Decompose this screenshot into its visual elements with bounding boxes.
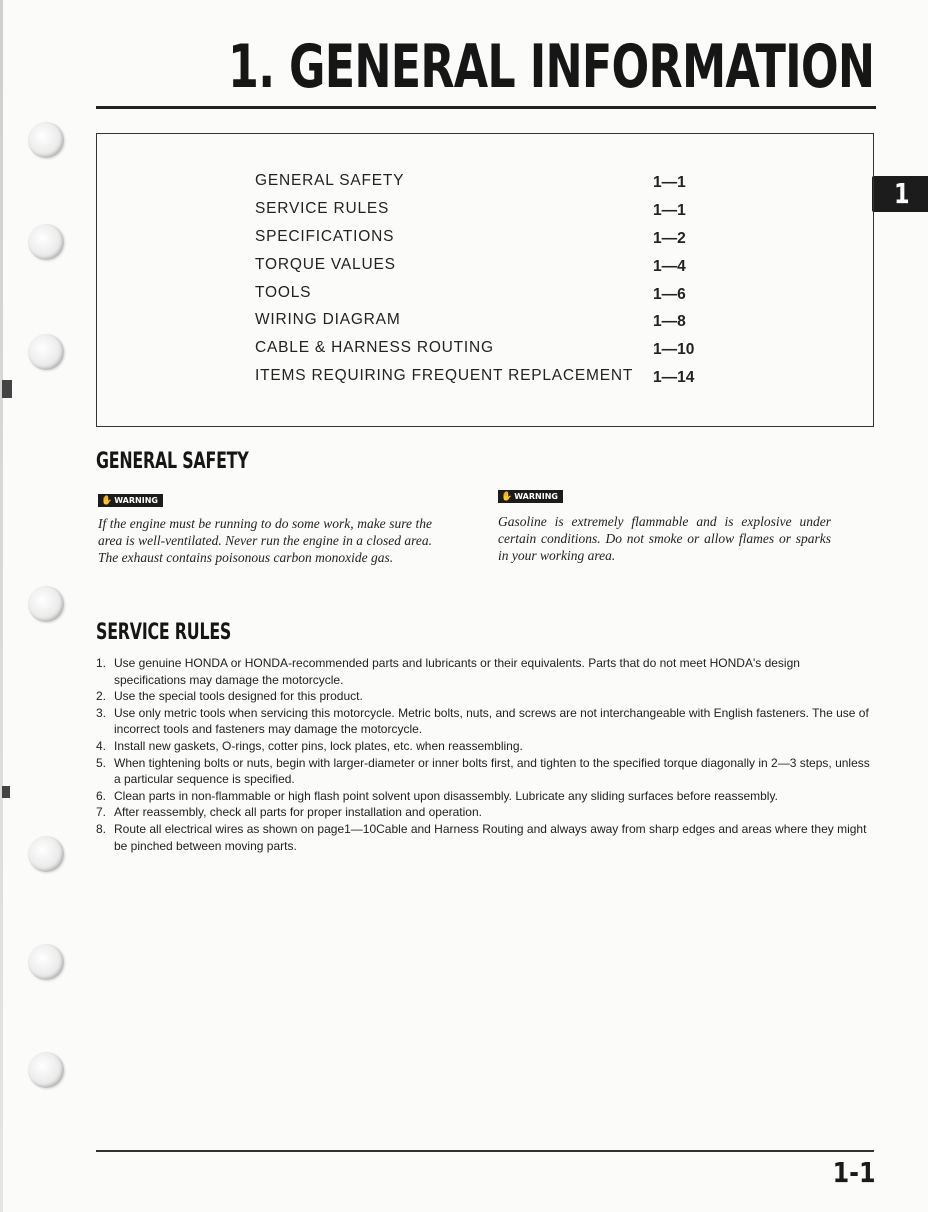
page-title: 1. GENERAL INFORMATION	[227, 32, 874, 102]
list-item-text: After reassembly, check all parts for proper installation and operation.	[114, 805, 482, 820]
list-item	[96, 821, 872, 854]
binder-hole	[28, 1052, 64, 1088]
toc-item-label: TORQUE VALUES	[255, 256, 396, 273]
service-rules-list	[96, 655, 872, 854]
list-item-number: 6.	[96, 788, 107, 803]
toc-item	[255, 172, 755, 198]
chapter-tab-number: 1	[893, 177, 910, 210]
list-item-number: 1.	[96, 656, 107, 670]
list-item-text: Use the special tools designed for this product.	[114, 689, 363, 704]
list-item-text: Route all electrical wires as shown on page1—10Cable and Harness Routing and always away from sharp edges and areas where they might be pinched between moving parts.	[114, 821, 867, 853]
list-item-number: 7.	[96, 805, 107, 820]
list-item-text: Use genuine HONDA or HONDA-recommended parts and lubricants or their equivalents. Parts that do not meet HONDA's design specifications may damage the motorcycle.	[114, 656, 800, 687]
toc-item-page: 1—8	[653, 313, 686, 330]
list-item	[96, 738, 872, 755]
toc-item	[255, 228, 755, 254]
edge-mark	[2, 786, 10, 798]
toc-item-page: 1—6	[653, 286, 686, 303]
hand-warning-icon: ✋	[101, 496, 113, 506]
warning-text: Gasoline is extremely flammable and is explosive under certain conditions. Do not smoke or allow flames or sparks in your working area.	[498, 514, 831, 563]
warning-badge	[498, 490, 563, 503]
toc-item-label: TOOLS	[255, 284, 312, 301]
warning-text: If the engine must be running to do some work, make sure the area is well-ventilated. Never run the engine in a closed area. The exhaust contains poisonous carbon monoxide gas.	[98, 516, 432, 565]
toc-item-page: 1—4	[653, 258, 686, 275]
list-item-number: 2.	[96, 689, 107, 704]
list-item-number: 8.	[96, 821, 107, 836]
toc-item-page: 1—1	[653, 202, 686, 219]
list-item-number: 5.	[96, 755, 107, 770]
list-item	[96, 655, 872, 688]
toc-item-label: SERVICE RULES	[255, 200, 390, 217]
hand-warning-icon: ✋	[501, 492, 513, 502]
footer-rule	[96, 1150, 874, 1152]
toc-item-page: 1—14	[653, 369, 695, 386]
toc-item	[255, 256, 755, 282]
toc-item-label: WIRING DIAGRAM	[255, 311, 401, 328]
toc-item-page: 1—2	[653, 230, 686, 247]
page-left-edge	[0, 0, 3, 1212]
binder-hole	[28, 334, 64, 370]
title-rule	[96, 106, 876, 109]
table-of-contents	[96, 133, 874, 427]
page-number: 1-1	[832, 1156, 876, 1189]
binder-hole	[28, 122, 64, 158]
binder-hole	[28, 836, 64, 872]
list-item	[96, 804, 872, 821]
list-item	[96, 788, 872, 805]
edge-mark	[2, 380, 12, 398]
binder-hole	[28, 224, 64, 260]
toc-item-page: 1—1	[653, 174, 686, 191]
toc-item	[255, 311, 755, 337]
warning-badge-label: WARNING	[514, 492, 558, 501]
toc-item	[255, 200, 755, 226]
warning-badge-label: WARNING	[114, 496, 158, 505]
general-safety-heading: GENERAL SAFETY	[96, 449, 249, 474]
chapter-tab	[872, 176, 928, 212]
toc-item-page: 1—10	[653, 341, 695, 358]
toc-item-label: ITEMS REQUIRING FREQUENT REPLACEMENT	[255, 367, 634, 384]
toc-item-label: SPECIFICATIONS	[255, 228, 395, 245]
toc-item	[255, 367, 755, 393]
list-item-text: Use only metric tools when servicing this motorcycle. Metric bolts, nuts, and screws are not interchangeable with English fasteners. The use of incorrect tools and fasteners may damage the motorcycle.	[114, 705, 869, 737]
service-rules-heading: SERVICE RULES	[96, 620, 232, 645]
warning-badge	[98, 494, 163, 507]
list-item-text: Clean parts in non-flammable or high flash point solvent upon disassembly. Lubricate any sliding surfaces before reassembly.	[114, 788, 778, 803]
list-item	[96, 755, 872, 788]
binder-hole	[28, 586, 64, 622]
toc-item	[255, 284, 755, 310]
binder-hole	[28, 944, 64, 980]
list-item	[96, 688, 872, 705]
list-item-text: When tightening bolts or nuts, begin with larger-diameter or inner bolts first, and tighten to the specified torque diagonally in 2—3 steps, unless a particular sequence is specified.	[114, 755, 870, 787]
list-item-number: 4.	[96, 738, 107, 753]
list-item-text: Install new gaskets, O-rings, cotter pins, lock plates, etc. when reassembling.	[114, 738, 523, 753]
list-item	[96, 705, 872, 738]
toc-item	[255, 339, 755, 365]
toc-item-label: GENERAL SAFETY	[255, 172, 405, 189]
toc-item-label: CABLE & HARNESS ROUTING	[255, 339, 494, 356]
list-item-number: 3.	[96, 705, 107, 720]
